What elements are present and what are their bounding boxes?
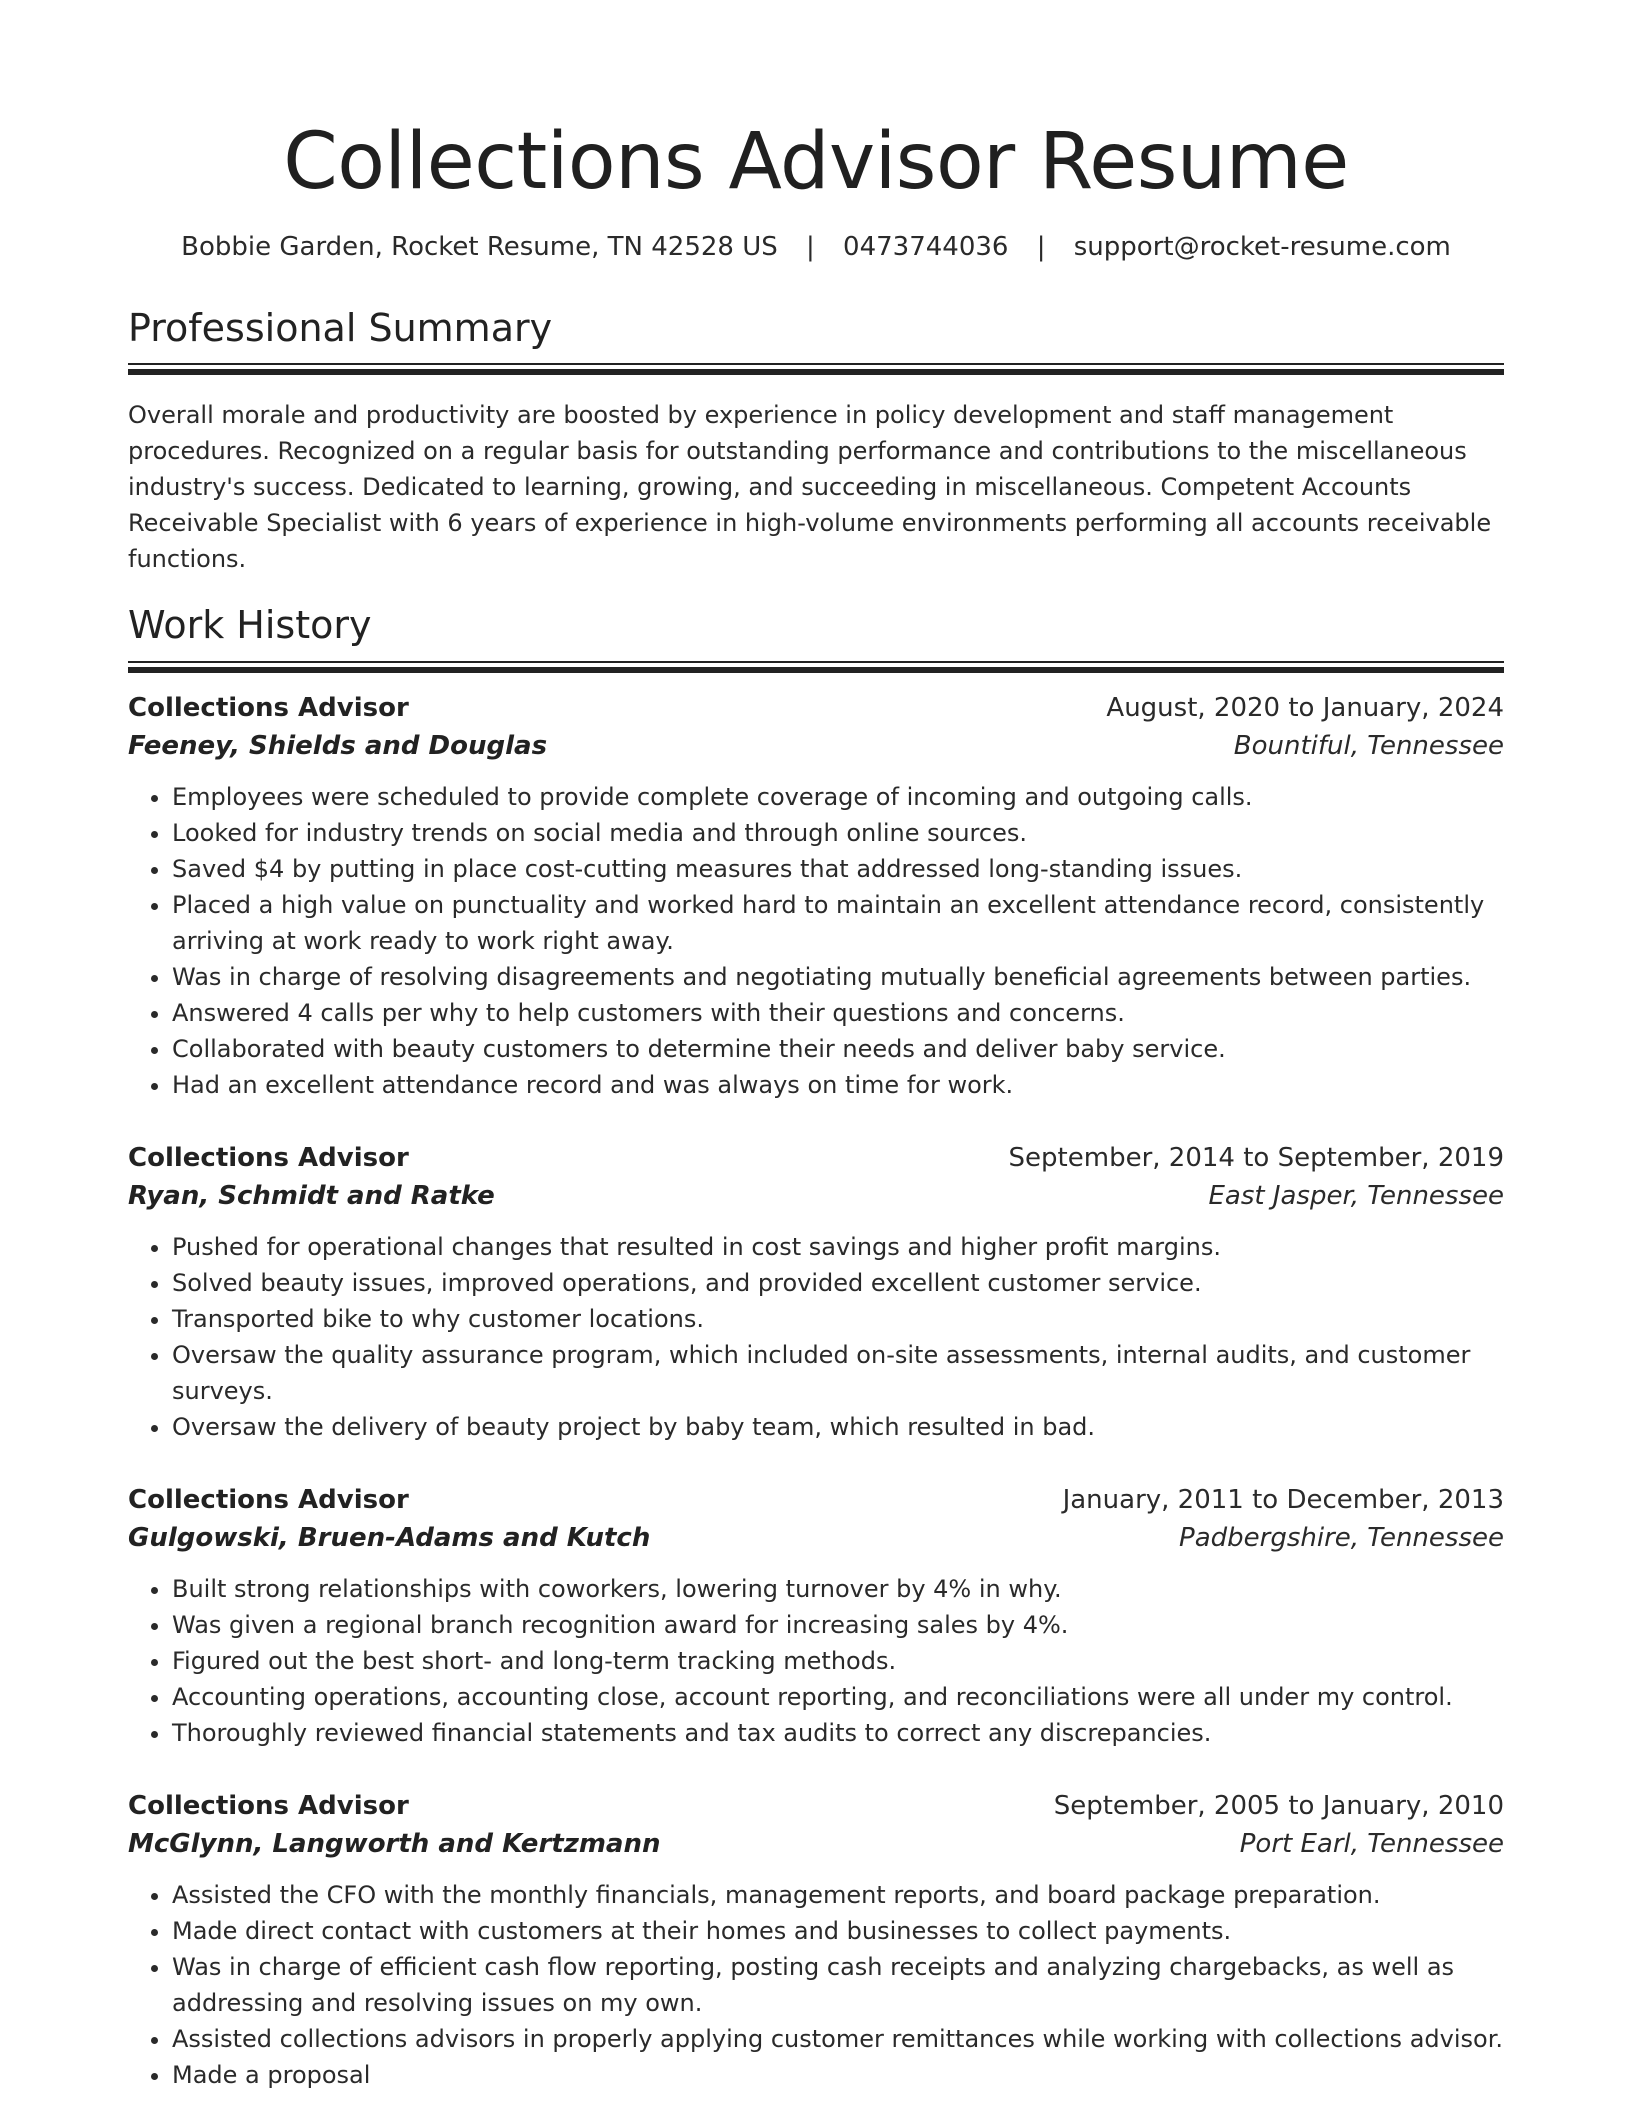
job-bullet-list: [128, 1877, 1504, 2093]
section-divider: [128, 363, 1504, 369]
job-list: [128, 689, 1504, 2093]
job-bullet: • Oversaw the delivery of beauty project by baby team, which resulted in bad.: [172, 1409, 1504, 1445]
job-entry: [128, 1787, 1504, 2093]
professional-summary-section: [128, 306, 1504, 578]
job-company-row: [128, 727, 1504, 765]
job-location: Bountiful, Tennessee: [1233, 730, 1504, 761]
job-dates: August, 2020 to January, 2024: [1106, 692, 1504, 723]
job-bullet: • Figured out the best short- and long-term tracking methods.: [172, 1643, 1504, 1679]
section-heading-work-history: Work History: [128, 603, 372, 648]
job-entry: [128, 1139, 1504, 1445]
job-bullet: • Thoroughly reviewed financial statements and tax audits to correct any discrepancies.: [172, 1715, 1504, 1751]
job-bullet: • Solved beauty issues, improved operations, and provided excellent customer service.: [172, 1265, 1504, 1301]
job-bullet: • Looked for industry trends on social media and through online sources.: [172, 815, 1504, 851]
job-bullet: • Had an excellent attendance record and was always on time for work.: [172, 1067, 1504, 1103]
job-bullet: • Pushed for operational changes that resulted in cost savings and higher profit margins.: [172, 1229, 1504, 1265]
contact-address: Bobbie Garden, Rocket Resume, TN 42528 US: [181, 231, 778, 262]
job-dates: January, 2011 to December, 2013: [1062, 1484, 1504, 1515]
job-header-row: [128, 689, 1504, 727]
job-dates: September, 2014 to September, 2019: [1008, 1142, 1504, 1173]
job-company-row: [128, 1825, 1504, 1863]
job-dates: September, 2005 to January, 2010: [1053, 1790, 1504, 1821]
job-bullet: • Was in charge of efficient cash flow reporting, posting cash receipts and analyzing chargebacks, as well as addressing and resolving issues on my own.: [172, 1949, 1504, 2021]
job-bullet: • Made direct contact with customers at their homes and businesses to collect payments.: [172, 1913, 1504, 1949]
job-entry: [128, 1481, 1504, 1751]
job-company: Ryan, Schmidt and Ratke: [128, 1180, 495, 1211]
job-bullet: • Assisted collections advisors in properly applying customer remittances while working with collections advisor.: [172, 2021, 1504, 2057]
job-title: Collections Advisor: [128, 692, 409, 723]
job-bullet-list: [128, 1571, 1504, 1751]
job-bullet: • Accounting operations, accounting close, account reporting, and reconciliations were all under my control.: [172, 1679, 1504, 1715]
job-entry: [128, 689, 1504, 1103]
work-history-section: [128, 603, 1504, 2093]
job-company: McGlynn, Langworth and Kertzmann: [128, 1828, 661, 1859]
job-header-row: [128, 1481, 1504, 1519]
job-bullet: • Was in charge of resolving disagreements and negotiating mutually beneficial agreements between parties.: [172, 959, 1504, 995]
job-bullet-list: [128, 1229, 1504, 1445]
section-heading-summary: Professional Summary: [128, 305, 553, 350]
job-company-row: [128, 1519, 1504, 1557]
job-bullet: • Was given a regional branch recognition award for increasing sales by 4%.: [172, 1607, 1504, 1643]
contact-separator: |: [806, 231, 815, 262]
contact-separator: |: [1036, 231, 1046, 262]
summary-text: Overall morale and productivity are boosted by experience in policy development and staff management procedures. Recognized on a regular basis for outstanding performance and contributions to the miscellaneous industry's success. Dedicated to learning, growing, and succeeding in miscellaneous. Competent Accounts Receivable Specialist with 6 years of experience in high-volume environments performing all accounts receivable functions.: [128, 401, 1492, 574]
job-bullet: • Transported bike to why customer locations.: [172, 1301, 1504, 1337]
job-title: Collections Advisor: [128, 1790, 409, 1821]
job-bullet: • Built strong relationships with coworkers, lowering turnover by 4% in why.: [172, 1571, 1504, 1607]
contact-email: support@rocket-resume.com: [1073, 231, 1451, 262]
job-title: Collections Advisor: [128, 1484, 409, 1515]
section-divider: [128, 661, 1504, 667]
job-bullet: • Employees were scheduled to provide complete coverage of incoming and outgoing calls.: [172, 779, 1504, 815]
job-bullet: • Collaborated with beauty customers to determine their needs and deliver baby service.: [172, 1031, 1504, 1067]
job-location: East Jasper, Tennessee: [1208, 1180, 1504, 1211]
job-location: Port Earl, Tennessee: [1239, 1828, 1504, 1859]
job-header-row: [128, 1787, 1504, 1825]
contact-phone: 0473744036: [843, 231, 1009, 262]
job-bullet: • Saved $4 by putting in place cost-cutting measures that addressed long-standing issues.: [172, 851, 1504, 887]
job-title: Collections Advisor: [128, 1142, 409, 1173]
resume-title: Collections Advisor Resume: [283, 117, 1349, 207]
job-company-row: [128, 1177, 1504, 1215]
job-header-row: [128, 1139, 1504, 1177]
job-bullet: • Assisted the CFO with the monthly financials, management reports, and board package preparation.: [172, 1877, 1504, 1913]
job-bullet: • Placed a high value on punctuality and worked hard to maintain an excellent attendance record, consistently arriving at work ready to work right away.: [172, 887, 1504, 959]
job-bullet: • Made a proposal: [172, 2057, 1504, 2093]
job-bullet: • Answered 4 calls per why to help customers with their questions and concerns.: [172, 995, 1504, 1031]
contact-line: [128, 232, 1504, 262]
job-bullet-list: [128, 779, 1504, 1103]
job-company: Feeney, Shields and Douglas: [128, 730, 548, 761]
job-company: Gulgowski, Bruen-Adams and Kutch: [128, 1522, 651, 1553]
job-bullet: • Oversaw the quality assurance program, which included on-site assessments, internal audits, and customer surveys.: [172, 1337, 1504, 1409]
job-location: Padbergshire, Tennessee: [1179, 1522, 1504, 1553]
